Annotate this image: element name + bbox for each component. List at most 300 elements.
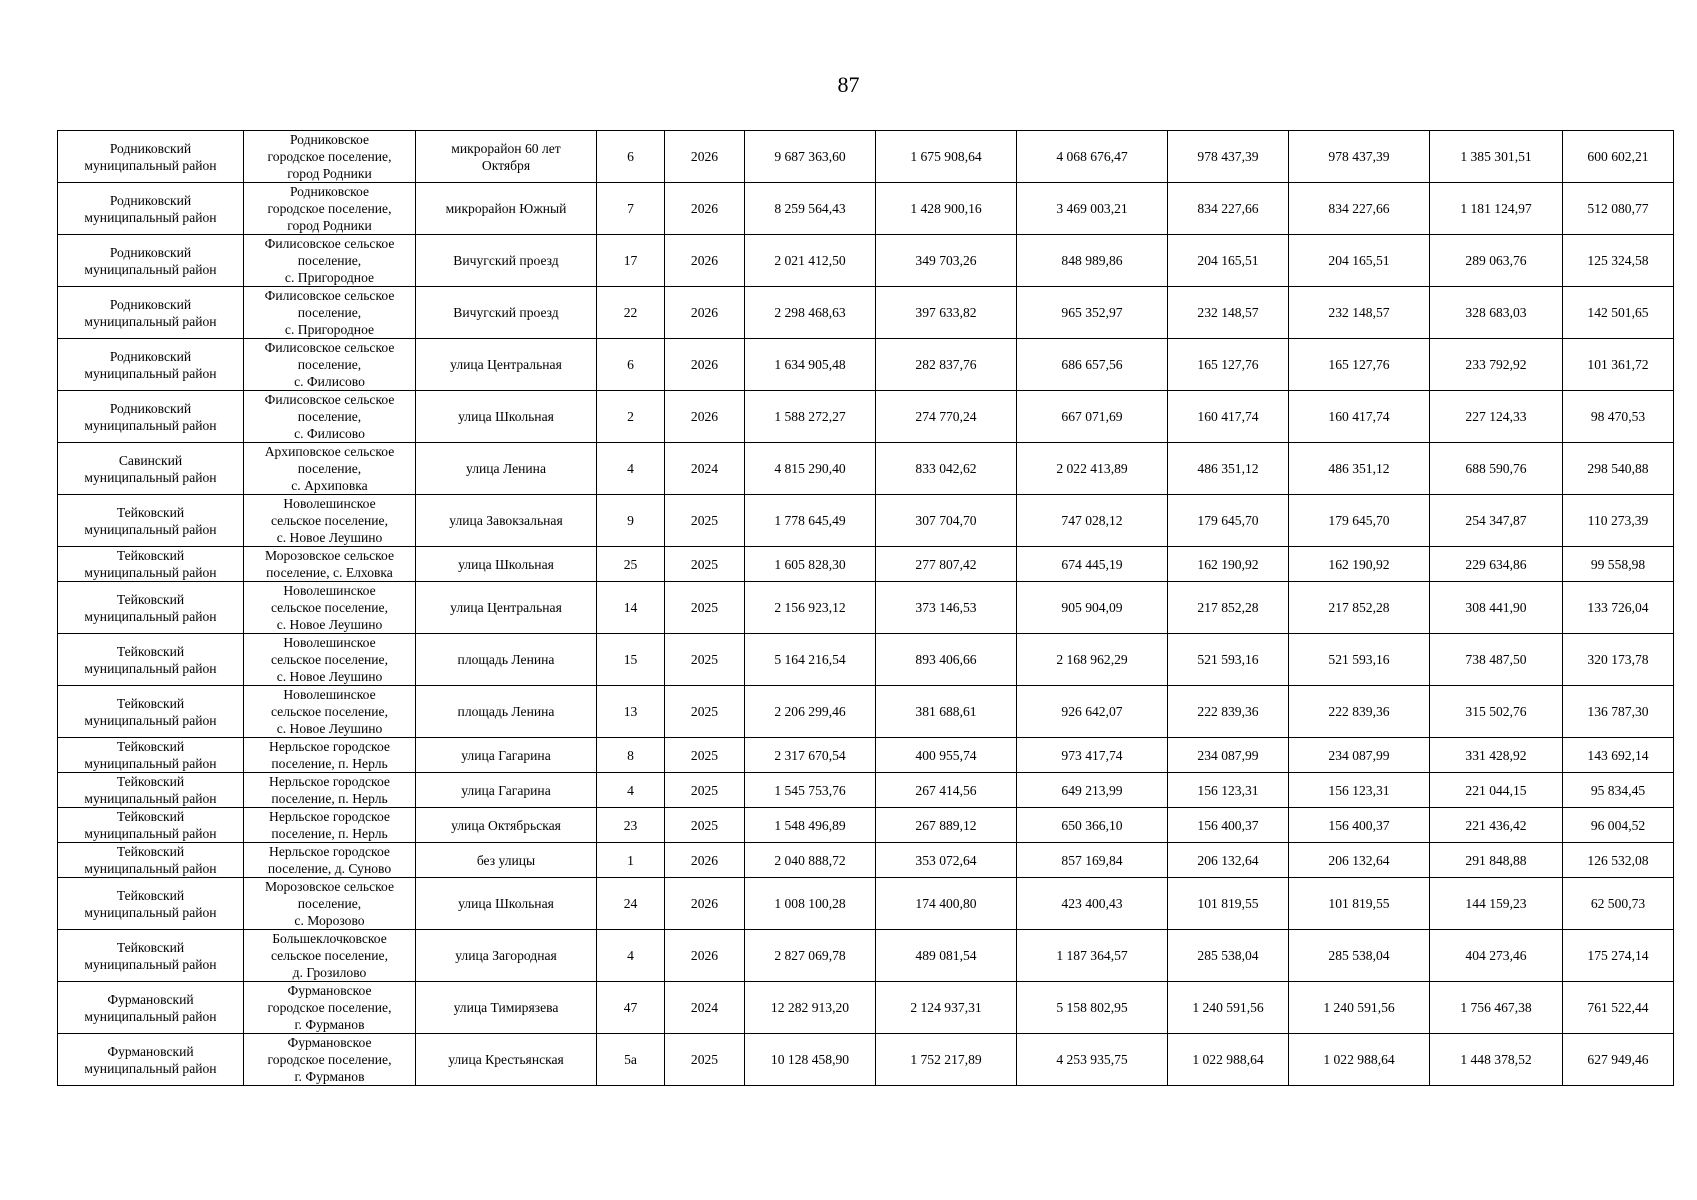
district-line: Родниковский [109, 296, 192, 312]
house-number-cell: 2 [597, 391, 665, 443]
settlement-line: сельское поселение, [270, 513, 388, 528]
amount-cell-1: 1 675 908,64 [876, 131, 1017, 183]
total-cost-cell: 1 588 272,27 [745, 391, 876, 443]
amount-cell-1: 489 081,54 [876, 930, 1017, 982]
amount-cell-5: 221 436,42 [1430, 808, 1563, 843]
amount-cell-2: 747 028,12 [1017, 495, 1168, 547]
table-row [58, 339, 1674, 391]
amount-cell-6: 320 173,78 [1563, 634, 1674, 686]
street-line: улица Октябрьская [451, 817, 561, 833]
amount-cell-5: 688 590,76 [1430, 443, 1563, 495]
district-line: муниципальный район [84, 469, 217, 485]
settlement-cell [244, 843, 416, 878]
district-line: муниципальный район [84, 1008, 217, 1024]
table-row [58, 808, 1674, 843]
amount-cell-2: 674 445,19 [1017, 547, 1168, 582]
amount-cell-5: 144 159,23 [1430, 878, 1563, 930]
district-line: Тейковский [116, 643, 185, 659]
table-row [58, 773, 1674, 808]
year-cell: 2025 [665, 495, 745, 547]
district-line: Тейковский [116, 504, 185, 520]
district-line: муниципальный район [84, 861, 217, 876]
amount-cell-1: 833 042,62 [876, 443, 1017, 495]
street-line: улица Школьная [458, 556, 554, 572]
amount-cell-3: 165 127,76 [1168, 339, 1289, 391]
settlement-line: городское поселение, [267, 1000, 392, 1015]
house-number-cell: 14 [597, 582, 665, 634]
settlement-line: Новолешинское [283, 635, 376, 650]
house-number-cell: 5а [597, 1034, 665, 1086]
settlement-line: Филисовское сельское [264, 236, 395, 251]
settlement-cell [244, 930, 416, 982]
district-cell [58, 686, 244, 738]
total-cost-cell: 9 687 363,60 [745, 131, 876, 183]
settlement-line: Фурмановское [287, 983, 372, 998]
year-cell: 2026 [665, 339, 745, 391]
total-cost-cell: 1 548 496,89 [745, 808, 876, 843]
year-cell: 2025 [665, 1034, 745, 1086]
settlement-cell [244, 582, 416, 634]
settlement-line: поселение, [297, 409, 362, 424]
settlement-cell [244, 634, 416, 686]
amount-cell-4: 1 022 988,64 [1289, 1034, 1430, 1086]
house-number-cell: 13 [597, 686, 665, 738]
amount-cell-1: 353 072,64 [876, 843, 1017, 878]
table-row [58, 131, 1674, 183]
district-cell [58, 930, 244, 982]
settlement-line: поселение, д. Суново [267, 861, 392, 876]
district-cell [58, 287, 244, 339]
settlement-line: Нерльское городское [269, 774, 390, 789]
amount-cell-6: 96 004,52 [1563, 808, 1674, 843]
settlement-line: Филисовское сельское [264, 392, 395, 407]
year-cell: 2026 [665, 930, 745, 982]
amount-cell-4: 179 645,70 [1289, 495, 1430, 547]
district-line: муниципальный район [84, 565, 217, 580]
amount-cell-1: 400 955,74 [876, 738, 1017, 773]
district-line: муниципальный район [84, 365, 217, 381]
amount-cell-4: 162 190,92 [1289, 547, 1430, 582]
street-line: улица Школьная [458, 409, 554, 424]
street-line: площадь Ленина [457, 652, 555, 667]
table-row [58, 982, 1674, 1034]
street-line: улица Гагарина [461, 747, 551, 763]
table-row [58, 391, 1674, 443]
total-cost-cell: 2 206 299,46 [745, 686, 876, 738]
settlement-line: с. Морозово [294, 913, 365, 928]
district-cell [58, 582, 244, 634]
settlement-line: поселение, п. Нерль [271, 756, 388, 771]
district-cell [58, 634, 244, 686]
district-line: Фурмановский [107, 991, 194, 1007]
total-cost-cell: 2 156 923,12 [745, 582, 876, 634]
amount-cell-4: 978 437,39 [1289, 131, 1430, 183]
street-line: улица Завокзальная [449, 513, 563, 528]
street-line: улица Центральная [450, 600, 562, 615]
amount-cell-3: 206 132,64 [1168, 843, 1289, 878]
district-cell [58, 773, 244, 808]
street-line: улица Загородная [455, 948, 557, 963]
year-cell: 2025 [665, 547, 745, 582]
amount-cell-1: 274 770,24 [876, 391, 1017, 443]
house-number-cell: 4 [597, 930, 665, 982]
amount-cell-6: 101 361,72 [1563, 339, 1674, 391]
settlement-line: г. Фурманов [294, 1017, 365, 1032]
district-line: муниципальный район [84, 157, 217, 173]
amount-cell-2: 3 469 003,21 [1017, 183, 1168, 235]
amount-cell-3: 1 240 591,56 [1168, 982, 1289, 1034]
street-cell [416, 287, 597, 339]
amount-cell-6: 62 500,73 [1563, 878, 1674, 930]
amount-cell-5: 315 502,76 [1430, 686, 1563, 738]
table-row [58, 1034, 1674, 1086]
district-cell [58, 443, 244, 495]
amount-cell-5: 308 441,90 [1430, 582, 1563, 634]
settlement-line: поселение, [297, 253, 362, 268]
street-cell [416, 547, 597, 582]
amount-cell-4: 217 852,28 [1289, 582, 1430, 634]
table-body [58, 131, 1674, 1086]
district-line: Родниковский [109, 348, 192, 364]
amount-cell-6: 126 532,08 [1563, 843, 1674, 878]
amount-cell-2: 423 400,43 [1017, 878, 1168, 930]
house-number-cell: 22 [597, 287, 665, 339]
amount-cell-3: 285 538,04 [1168, 930, 1289, 982]
settlement-line: поселение, п. Нерль [271, 791, 388, 806]
house-number-cell: 4 [597, 443, 665, 495]
amount-cell-1: 277 807,42 [876, 547, 1017, 582]
street-line: площадь Ленина [457, 704, 555, 719]
year-cell: 2026 [665, 843, 745, 878]
house-number-cell: 47 [597, 982, 665, 1034]
amount-cell-1: 174 400,80 [876, 878, 1017, 930]
settlement-line: Новолешинское [283, 583, 376, 598]
amount-cell-5: 229 634,86 [1430, 547, 1563, 582]
street-cell [416, 391, 597, 443]
amount-cell-4: 285 538,04 [1289, 930, 1430, 982]
district-line: Родниковский [109, 140, 192, 156]
amount-cell-5: 289 063,76 [1430, 235, 1563, 287]
table-row [58, 443, 1674, 495]
street-cell [416, 843, 597, 878]
district-line: Тейковский [116, 844, 185, 859]
street-line: улица Центральная [450, 357, 562, 372]
house-number-cell: 25 [597, 547, 665, 582]
year-cell: 2025 [665, 686, 745, 738]
district-line: Родниковский [109, 244, 192, 260]
amount-cell-4: 156 123,31 [1289, 773, 1430, 808]
year-cell: 2026 [665, 878, 745, 930]
amount-cell-5: 291 848,88 [1430, 843, 1563, 878]
total-cost-cell: 1 008 100,28 [745, 878, 876, 930]
amount-cell-2: 667 071,69 [1017, 391, 1168, 443]
street-cell [416, 582, 597, 634]
amount-cell-1: 397 633,82 [876, 287, 1017, 339]
district-line: Тейковский [116, 739, 185, 754]
street-line: улица Гагарина [461, 782, 551, 798]
settlement-cell [244, 982, 416, 1034]
amount-cell-3: 1 022 988,64 [1168, 1034, 1289, 1086]
total-cost-cell: 2 040 888,72 [745, 843, 876, 878]
amount-cell-6: 98 470,53 [1563, 391, 1674, 443]
settlement-line: городское поселение, [267, 201, 392, 216]
amount-cell-4: 486 351,12 [1289, 443, 1430, 495]
amount-cell-1: 282 837,76 [876, 339, 1017, 391]
amount-cell-2: 1 187 364,57 [1017, 930, 1168, 982]
settlement-line: поселение, [297, 357, 362, 372]
settlement-line: Новолешинское [283, 687, 376, 702]
year-cell: 2025 [665, 582, 745, 634]
amount-cell-6: 125 324,58 [1563, 235, 1674, 287]
table-row [58, 235, 1674, 287]
amount-cell-1: 381 688,61 [876, 686, 1017, 738]
housing-repair-table [57, 130, 1674, 1086]
amount-cell-6: 142 501,65 [1563, 287, 1674, 339]
settlement-line: городское поселение, [267, 149, 392, 164]
settlement-line: Филисовское сельское [264, 288, 395, 303]
street-line: улица Крестьянская [448, 1052, 564, 1067]
street-cell [416, 443, 597, 495]
amount-cell-6: 512 080,77 [1563, 183, 1674, 235]
total-cost-cell: 1 545 753,76 [745, 773, 876, 808]
amount-cell-4: 521 593,16 [1289, 634, 1430, 686]
settlement-line: поселение, п. Нерль [271, 826, 388, 841]
amount-cell-2: 857 169,84 [1017, 843, 1168, 878]
table-row [58, 843, 1674, 878]
district-cell [58, 339, 244, 391]
amount-cell-1: 267 889,12 [876, 808, 1017, 843]
district-line: муниципальный район [84, 521, 217, 537]
amount-cell-3: 101 819,55 [1168, 878, 1289, 930]
amount-cell-3: 162 190,92 [1168, 547, 1289, 582]
amount-cell-2: 5 158 802,95 [1017, 982, 1168, 1034]
year-cell: 2025 [665, 738, 745, 773]
amount-cell-5: 1 756 467,38 [1430, 982, 1563, 1034]
district-line: муниципальный район [84, 417, 217, 433]
year-cell: 2025 [665, 773, 745, 808]
settlement-cell [244, 339, 416, 391]
table-row [58, 495, 1674, 547]
street-line: улица Школьная [458, 896, 554, 911]
district-line: муниципальный район [84, 660, 217, 676]
district-cell [58, 738, 244, 773]
year-cell: 2025 [665, 634, 745, 686]
amount-cell-6: 95 834,45 [1563, 773, 1674, 808]
amount-cell-4: 204 165,51 [1289, 235, 1430, 287]
year-cell: 2024 [665, 982, 745, 1034]
settlement-line: сельское поселение, [270, 652, 388, 667]
district-line: Тейковский [116, 591, 185, 607]
district-line: муниципальный район [84, 261, 217, 277]
street-cell [416, 738, 597, 773]
total-cost-cell: 1 778 645,49 [745, 495, 876, 547]
table-row [58, 634, 1674, 686]
table-row [58, 930, 1674, 982]
amount-cell-3: 521 593,16 [1168, 634, 1289, 686]
street-cell [416, 878, 597, 930]
district-cell [58, 183, 244, 235]
settlement-line: Родниковское [289, 184, 370, 199]
settlement-line: поселение, [297, 896, 362, 911]
amount-cell-2: 926 642,07 [1017, 686, 1168, 738]
settlement-cell [244, 808, 416, 843]
amount-cell-2: 848 989,86 [1017, 235, 1168, 287]
amount-cell-6: 298 540,88 [1563, 443, 1674, 495]
district-line: муниципальный район [84, 1060, 217, 1076]
amount-cell-5: 738 487,50 [1430, 634, 1563, 686]
settlement-cell [244, 391, 416, 443]
street-line: микрорайон 60 лет [451, 140, 561, 156]
amount-cell-2: 650 366,10 [1017, 808, 1168, 843]
amount-cell-5: 1 385 301,51 [1430, 131, 1563, 183]
amount-cell-3: 234 087,99 [1168, 738, 1289, 773]
amount-cell-5: 227 124,33 [1430, 391, 1563, 443]
amount-cell-5: 328 683,03 [1430, 287, 1563, 339]
amount-cell-4: 234 087,99 [1289, 738, 1430, 773]
settlement-line: город Родники [287, 218, 372, 233]
street-cell [416, 183, 597, 235]
total-cost-cell: 2 298 468,63 [745, 287, 876, 339]
district-line: Савинский [118, 452, 183, 468]
amount-cell-2: 2 022 413,89 [1017, 443, 1168, 495]
house-number-cell: 6 [597, 339, 665, 391]
district-line: муниципальный район [84, 209, 217, 225]
district-cell [58, 878, 244, 930]
total-cost-cell: 12 282 913,20 [745, 982, 876, 1034]
settlement-line: сельское поселение, [270, 600, 388, 615]
amount-cell-6: 99 558,98 [1563, 547, 1674, 582]
amount-cell-3: 232 148,57 [1168, 287, 1289, 339]
district-cell [58, 235, 244, 287]
street-cell [416, 808, 597, 843]
house-number-cell: 8 [597, 738, 665, 773]
street-cell [416, 339, 597, 391]
amount-cell-4: 160 417,74 [1289, 391, 1430, 443]
house-number-cell: 9 [597, 495, 665, 547]
amount-cell-6: 110 273,39 [1563, 495, 1674, 547]
amount-cell-1: 307 704,70 [876, 495, 1017, 547]
amount-cell-4: 1 240 591,56 [1289, 982, 1430, 1034]
district-line: муниципальный район [84, 608, 217, 624]
year-cell: 2025 [665, 808, 745, 843]
settlement-line: Нерльское городское [269, 739, 390, 754]
total-cost-cell: 2 317 670,54 [745, 738, 876, 773]
settlement-cell [244, 131, 416, 183]
amount-cell-4: 156 400,37 [1289, 808, 1430, 843]
house-number-cell: 17 [597, 235, 665, 287]
settlement-line: Родниковское [289, 132, 370, 147]
settlement-line: с. Новое Леушино [276, 530, 383, 545]
district-line: Тейковский [116, 887, 185, 903]
street-line: улица Ленина [466, 461, 546, 476]
amount-cell-6: 627 949,46 [1563, 1034, 1674, 1086]
amount-cell-5: 1 181 124,97 [1430, 183, 1563, 235]
settlement-line: Большеклочковское [272, 931, 387, 946]
district-cell [58, 495, 244, 547]
street-line: микрорайон Южный [445, 201, 567, 216]
street-cell [416, 773, 597, 808]
settlement-line: поселение, [297, 305, 362, 320]
house-number-cell: 6 [597, 131, 665, 183]
district-cell [58, 808, 244, 843]
year-cell: 2026 [665, 131, 745, 183]
amount-cell-2: 905 904,09 [1017, 582, 1168, 634]
total-cost-cell: 5 164 216,54 [745, 634, 876, 686]
house-number-cell: 4 [597, 773, 665, 808]
year-cell: 2024 [665, 443, 745, 495]
amount-cell-1: 893 406,66 [876, 634, 1017, 686]
amount-cell-2: 4 068 676,47 [1017, 131, 1168, 183]
house-number-cell: 24 [597, 878, 665, 930]
amount-cell-5: 221 044,15 [1430, 773, 1563, 808]
settlement-line: г. Фурманов [294, 1069, 365, 1084]
district-line: муниципальный район [84, 956, 217, 972]
street-line: Вичугский проезд [453, 305, 559, 320]
settlement-cell [244, 547, 416, 582]
settlement-line: Нерльское городское [269, 844, 390, 859]
amount-cell-3: 156 123,31 [1168, 773, 1289, 808]
table-row [58, 738, 1674, 773]
district-cell [58, 982, 244, 1034]
district-line: Тейковский [116, 774, 185, 789]
amount-cell-1: 2 124 937,31 [876, 982, 1017, 1034]
amount-cell-5: 1 448 378,52 [1430, 1034, 1563, 1086]
settlement-cell [244, 878, 416, 930]
total-cost-cell: 8 259 564,43 [745, 183, 876, 235]
settlement-line: с. Пригородное [284, 322, 375, 337]
amount-cell-1: 349 703,26 [876, 235, 1017, 287]
year-cell: 2026 [665, 183, 745, 235]
settlement-line: Новолешинское [283, 496, 376, 511]
page-number: 87 [837, 72, 860, 97]
house-number-cell: 7 [597, 183, 665, 235]
street-cell [416, 930, 597, 982]
district-cell [58, 131, 244, 183]
settlement-line: с. Новое Леушино [276, 669, 383, 684]
amount-cell-3: 179 645,70 [1168, 495, 1289, 547]
amount-cell-2: 973 417,74 [1017, 738, 1168, 773]
amount-cell-5: 233 792,92 [1430, 339, 1563, 391]
amount-cell-4: 222 839,36 [1289, 686, 1430, 738]
settlement-line: поселение, [297, 461, 362, 476]
street-cell [416, 686, 597, 738]
street-line: Октября [481, 157, 531, 173]
settlement-line: с. Новое Леушино [276, 721, 383, 736]
year-cell: 2026 [665, 391, 745, 443]
district-line: муниципальный район [84, 826, 217, 841]
amount-cell-3: 222 839,36 [1168, 686, 1289, 738]
district-cell [58, 843, 244, 878]
settlement-cell [244, 495, 416, 547]
district-line: Родниковский [109, 192, 192, 208]
table-row [58, 582, 1674, 634]
amount-cell-6: 600 602,21 [1563, 131, 1674, 183]
district-line: Тейковский [116, 939, 185, 955]
settlement-line: д. Грозилово [292, 965, 367, 980]
settlement-cell [244, 443, 416, 495]
settlement-line: Архиповское сельское [264, 444, 395, 459]
settlement-line: Фурмановское [287, 1035, 372, 1050]
amount-cell-3: 486 351,12 [1168, 443, 1289, 495]
settlement-cell [244, 686, 416, 738]
amount-cell-6: 133 726,04 [1563, 582, 1674, 634]
district-line: Тейковский [116, 548, 185, 563]
year-cell: 2026 [665, 235, 745, 287]
table-row [58, 183, 1674, 235]
amount-cell-6: 136 787,30 [1563, 686, 1674, 738]
settlement-line: сельское поселение, [270, 704, 388, 719]
street-cell [416, 634, 597, 686]
